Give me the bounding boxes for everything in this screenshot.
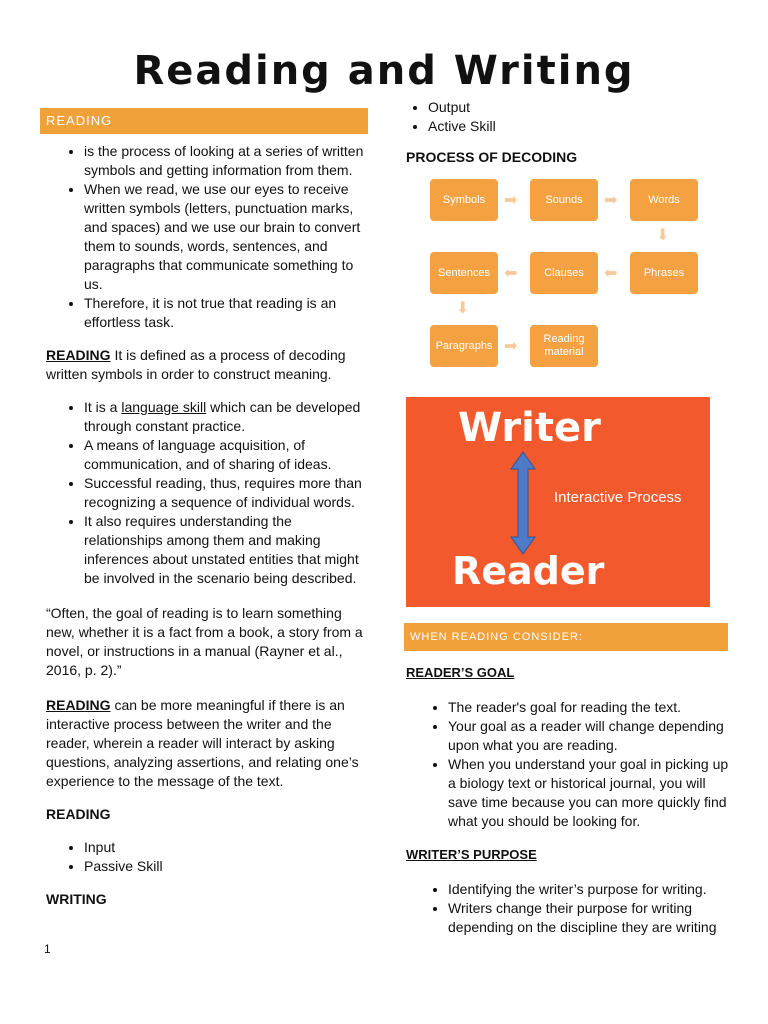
interactive-text: can be more meaningful if there is an interactive process between the writer and the reader, wherein a reader will interact by asking questions, analyzing assertions, and relating one’s experience to the message of the text. [46, 697, 359, 789]
double-arrow-icon [510, 451, 536, 555]
step-sounds: Sounds [530, 179, 598, 221]
reading-label: READING [46, 697, 111, 713]
arrow-left-icon: ⬅ [604, 265, 618, 282]
arrow-right-icon: ➡ [604, 192, 618, 209]
intro-list [40, 142, 368, 332]
reading-heading: READING [46, 806, 111, 822]
page-title: Reading and Writing [133, 48, 635, 94]
skill-list [40, 398, 368, 588]
reading-section-bar: READING [40, 108, 368, 134]
list-item: • Output [428, 98, 730, 117]
left-column [40, 108, 368, 909]
list-item: • A means of language acquisition, of communication, and of sharing of ideas. [84, 436, 368, 474]
readers-goal-heading: READER’S GOAL [406, 665, 515, 680]
step-phrases: Phrases [630, 252, 698, 294]
consider-bar: WHEN READING CONSIDER: [404, 623, 728, 651]
page-number: 1 [44, 942, 51, 956]
definition-text: It is defined as a process of decoding written symbols in order to construct meaning. [46, 347, 346, 382]
arrow-left-icon: ⬅ [504, 265, 518, 282]
writer-label: Writer [458, 405, 601, 451]
list-item: • is the process of looking at a series of written symbols and getting information from them. [84, 142, 368, 180]
list-item: • Identifying the writer’s purpose for writing. [448, 880, 730, 899]
reading-quote: “Often, the goal of reading is to learn something new, whether it is a fact from a book, a story from a novel, or instructions in a manual (Rayner et al., 2016, p. 2).” [46, 605, 363, 678]
interactive-paragraph [40, 696, 368, 791]
writers-purpose-heading: WRITER’S PURPOSE [406, 847, 537, 862]
step-clauses: Clauses [530, 252, 598, 294]
step-reading-material: Reading material [530, 325, 598, 367]
purpose-list [404, 880, 730, 937]
language-skill-link: language skill [121, 399, 207, 415]
right-column [404, 98, 730, 937]
step-words: Words [630, 179, 698, 221]
decoding-heading: PROCESS OF DECODING [406, 149, 578, 165]
list-item: • Writers change their purpose for writing depending on the discipline they are writing [448, 899, 730, 937]
goal-list [404, 698, 730, 831]
list-item: • Therefore, it is not true that reading is an effortless task. [84, 294, 368, 332]
list-item: • Your goal as a reader will change depending upon what you are reading. [448, 717, 730, 755]
writing-items [404, 98, 730, 136]
skill-suffix: which can be developed through constant practice. [84, 399, 361, 434]
list-item [84, 398, 368, 436]
list-item: • Successful reading, thus, requires more than recognizing a sequence of individual words. [84, 474, 368, 512]
decoding-diagram [430, 179, 730, 379]
skill-prefix: It is a [84, 399, 122, 415]
list-item: • Input [84, 838, 368, 857]
list-item: • When you understand your goal in picking up a biology text or historical journal, you will save time because you can more quickly find what you should be looking for. [448, 755, 730, 831]
list-item: • Passive Skill [84, 857, 368, 876]
reading-label: READING [46, 347, 111, 363]
step-paragraphs: Paragraphs [430, 325, 498, 367]
reader-label: Reader [452, 549, 605, 593]
arrow-down-icon: ⬇ [456, 300, 470, 317]
reading-definition [40, 346, 368, 384]
list-item: • Active Skill [428, 117, 730, 136]
list-item: • The reader's goal for reading the text. [448, 698, 730, 717]
step-symbols: Symbols [430, 179, 498, 221]
arrow-right-icon: ➡ [504, 338, 518, 355]
list-item: • When we read, we use our eyes to receive written symbols (letters, punctuation marks, and spaces) and we use our brain to convert them to sounds, words, sentences, and paragraphs that communicate something to us. [84, 180, 368, 294]
step-sentences: Sentences [430, 252, 498, 294]
writing-heading: WRITING [46, 891, 107, 907]
interactive-process-graphic [406, 397, 710, 607]
arrow-down-icon: ⬇ [656, 227, 670, 244]
arrow-right-icon: ➡ [504, 192, 518, 209]
list-item: • It also requires understanding the relationships among them and making inferences about unstated entities that might be involved in the scenario being described. [84, 512, 368, 588]
interactive-process-label: Interactive Process [554, 489, 682, 506]
reading-items [40, 838, 368, 876]
